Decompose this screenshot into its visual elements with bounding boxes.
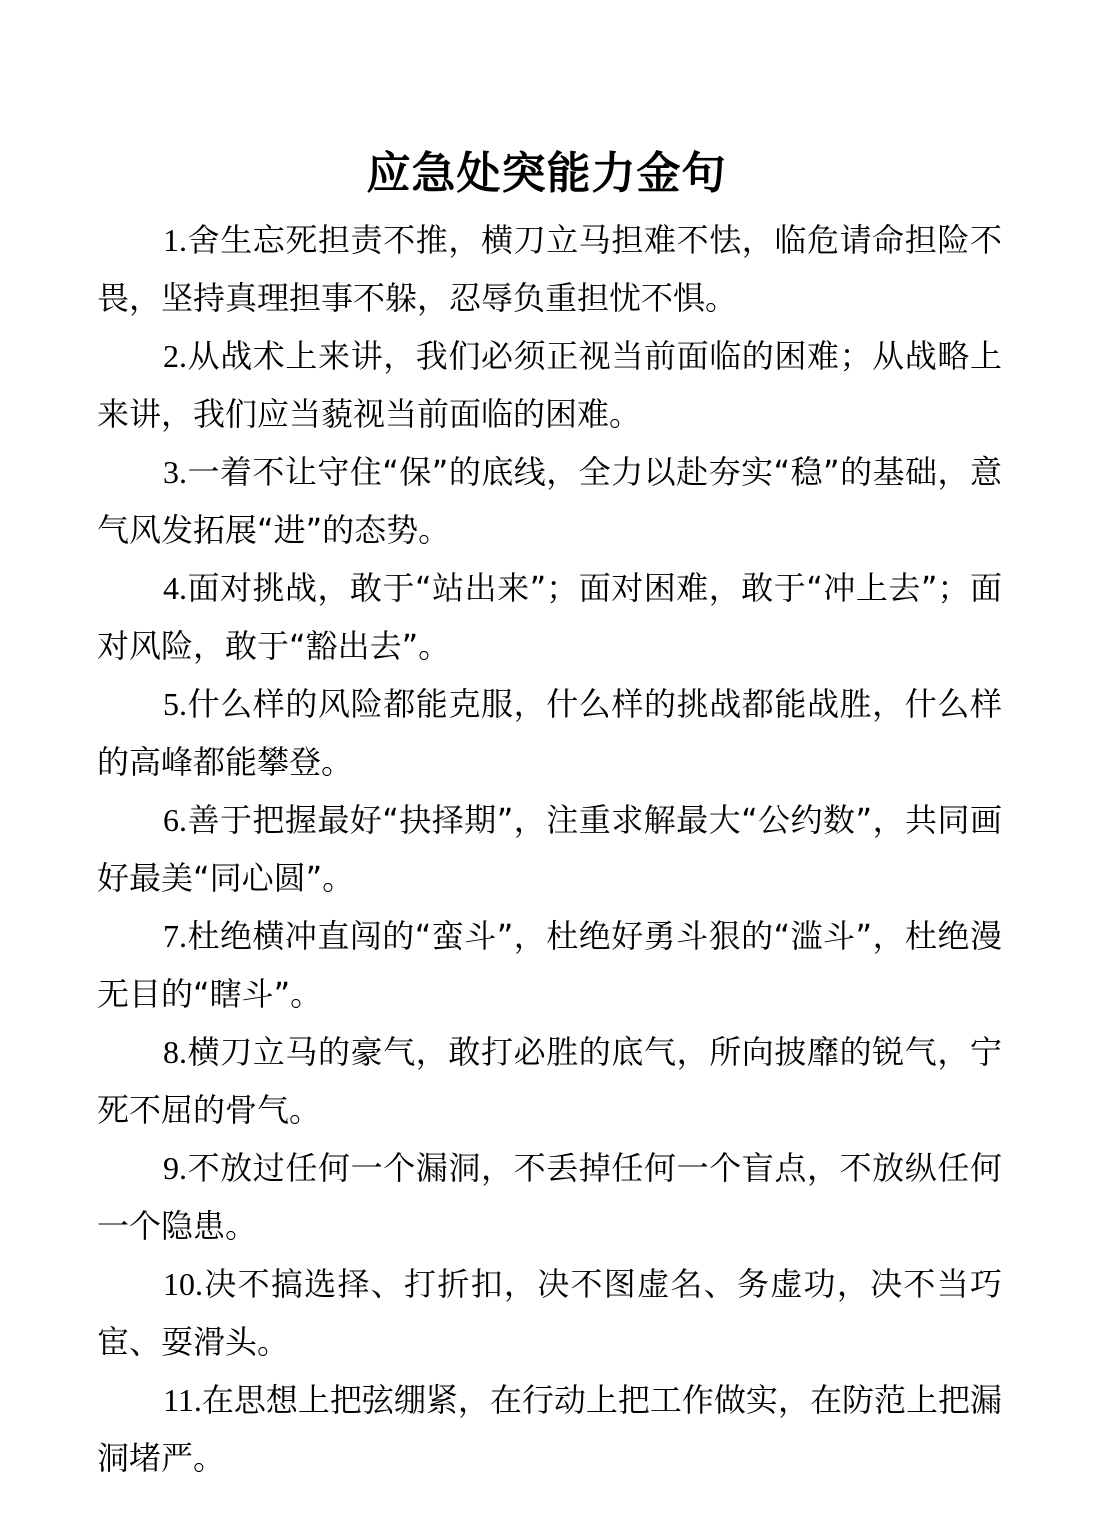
item-text: 在思想上把弦绷紧，在行动上把工作做实，在防范上把漏洞堵严。 <box>97 1381 1002 1477</box>
item-number: 8. <box>163 1034 187 1070</box>
item-text: 横刀立马的豪气，敢打必胜的底气，所向披靡的锐气，宁死不屈的骨气。 <box>97 1033 1002 1129</box>
item-text: 什么样的风险都能克服，什么样的挑战都能战胜，什么样的高峰都能攀登。 <box>97 685 1002 781</box>
item-number: 10. <box>163 1266 203 1302</box>
quote-item <box>97 1371 1002 1487</box>
quote-item <box>97 327 1002 443</box>
item-text: 面对挑战，敢于“站出来”；面对困难，敢于“冲上去”；面对风险，敢于“豁出去”。 <box>97 569 1002 665</box>
quote-item <box>97 675 1002 791</box>
page-title: 应急处突能力金句 <box>366 148 727 199</box>
item-text: 从战术上来讲，我们必须正视当前面临的困难；从战略上来讲，我们应当藐视当前面临的困难。 <box>97 337 1002 433</box>
item-text: 不放过任何一个漏洞，不丢掉任何一个盲点，不放纵任何一个隐患。 <box>97 1149 1002 1245</box>
item-text: 一着不让守住“保”的底线，全力以赴夯实“稳”的基础，意气风发拓展“进”的态势。 <box>97 453 1002 549</box>
item-text: 善于把握最好“抉择期”，注重求解最大“公约数”，共同画好最美“同心圆”。 <box>97 801 1002 897</box>
item-text: 杜绝横冲直闯的“蛮斗”，杜绝好勇斗狠的“滥斗”，杜绝漫无目的“瞎斗”。 <box>97 917 1002 1013</box>
quote-list <box>97 211 1002 1487</box>
item-number: 3. <box>163 454 187 490</box>
item-number: 4. <box>163 570 187 606</box>
quote-item <box>97 1255 1002 1371</box>
item-number: 9. <box>163 1150 187 1186</box>
item-number: 7. <box>163 918 187 954</box>
item-number: 11. <box>163 1382 202 1418</box>
quote-item <box>97 1023 1002 1139</box>
item-text: 决不搞选择、打折扣，决不图虚名、务虚功，决不当巧宦、耍滑头。 <box>97 1265 1002 1361</box>
item-number: 6. <box>163 802 187 838</box>
quote-item <box>97 211 1002 327</box>
quote-item <box>97 1139 1002 1255</box>
item-number: 1. <box>163 222 187 258</box>
item-number: 5. <box>163 686 187 722</box>
quote-item <box>97 907 1002 1023</box>
item-number: 2. <box>163 338 187 374</box>
quote-item <box>97 559 1002 675</box>
quote-item <box>97 443 1002 559</box>
item-text: 舍生忘死担责不推，横刀立马担难不怯，临危请命担险不畏，坚持真理担事不躲，忍辱负重担忧不惧。 <box>97 221 1002 317</box>
quote-item <box>97 791 1002 907</box>
